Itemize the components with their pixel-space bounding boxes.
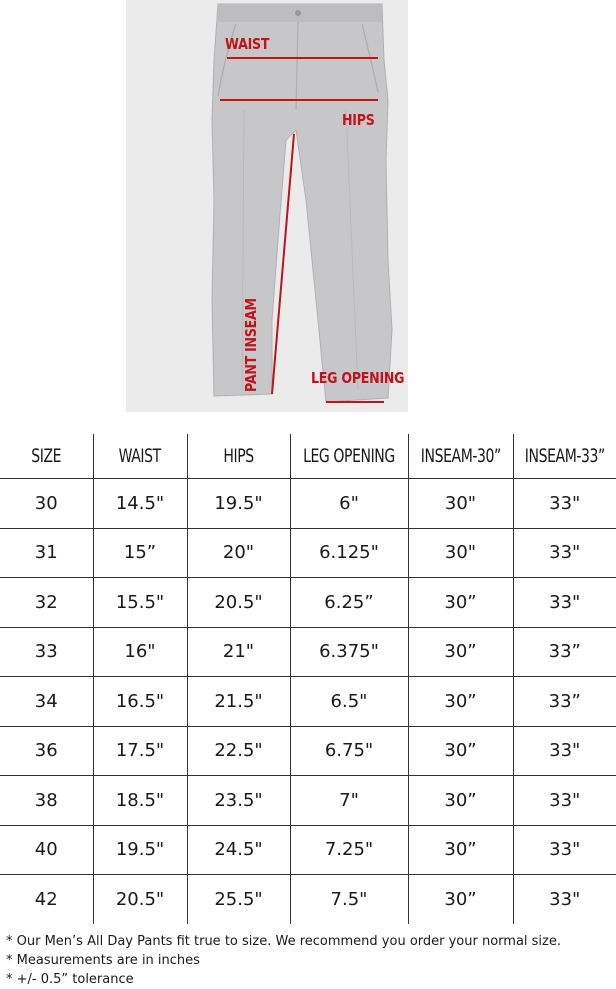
cell-inseam-30: 30" bbox=[408, 528, 513, 578]
cell-leg-opening: 6.125" bbox=[290, 528, 408, 578]
cell-hips: 20.5" bbox=[187, 578, 290, 628]
cell-inseam-33: 33” bbox=[513, 677, 616, 727]
cell-leg-opening: 6.75" bbox=[290, 726, 408, 776]
cell-inseam-33: 33" bbox=[513, 528, 616, 578]
cell-size: 34 bbox=[0, 677, 93, 727]
table-row bbox=[0, 677, 616, 727]
cell-hips: 25.5" bbox=[187, 875, 290, 924]
cell-size: 42 bbox=[0, 875, 93, 924]
cell-waist: 15” bbox=[93, 528, 187, 578]
size-chart-table bbox=[0, 434, 616, 924]
table-row bbox=[0, 726, 616, 776]
footnotes bbox=[6, 932, 561, 989]
cell-inseam-33: 33" bbox=[513, 578, 616, 628]
cell-waist: 16" bbox=[93, 627, 187, 677]
header-inseam-30: INSEAM-30” bbox=[408, 434, 513, 479]
cell-size: 32 bbox=[0, 578, 93, 628]
cell-size: 31 bbox=[0, 528, 93, 578]
cell-hips: 21.5" bbox=[187, 677, 290, 727]
cell-waist: 15.5" bbox=[93, 578, 187, 628]
cell-size: 30 bbox=[0, 479, 93, 529]
footnote-fit: * Our Men’s All Day Pants fit true to size. We recommend you order your normal size. bbox=[6, 934, 562, 949]
cell-inseam-33: 33" bbox=[513, 726, 616, 776]
cell-leg-opening: 7.25" bbox=[290, 825, 408, 875]
table-row bbox=[0, 479, 616, 529]
cell-waist: 16.5" bbox=[93, 677, 187, 727]
cell-inseam-33: 33" bbox=[513, 776, 616, 826]
waist-label: WAIST bbox=[225, 35, 270, 53]
cell-inseam-30: 30” bbox=[408, 875, 513, 924]
cell-inseam-30: 30” bbox=[408, 677, 513, 727]
cell-inseam-33: 33" bbox=[513, 875, 616, 924]
cell-hips: 22.5" bbox=[187, 726, 290, 776]
cell-hips: 21" bbox=[187, 627, 290, 677]
pants-illustration bbox=[126, 0, 408, 412]
pant-inseam-label: PANT INSEAM bbox=[242, 298, 260, 392]
cell-size: 40 bbox=[0, 825, 93, 875]
leg-opening-label: LEG OPENING bbox=[311, 369, 405, 387]
header-inseam-33: INSEAM-33” bbox=[513, 434, 616, 479]
cell-waist: 14.5" bbox=[93, 479, 187, 529]
cell-inseam-30: 30” bbox=[408, 627, 513, 677]
table-row bbox=[0, 627, 616, 677]
cell-waist: 19.5" bbox=[93, 825, 187, 875]
header-size: SIZE bbox=[31, 445, 62, 467]
cell-hips: 20" bbox=[187, 528, 290, 578]
cell-size: 38 bbox=[0, 776, 93, 826]
cell-inseam-30: 30" bbox=[408, 479, 513, 529]
header-leg-opening: LEG OPENING bbox=[290, 434, 408, 479]
pants-measurement-diagram bbox=[126, 0, 408, 412]
header-waist: WAIST bbox=[93, 434, 187, 479]
hips-label: HIPS bbox=[342, 111, 375, 129]
cell-leg-opening: 6" bbox=[290, 479, 408, 529]
table-row bbox=[0, 528, 616, 578]
cell-waist: 17.5" bbox=[93, 726, 187, 776]
cell-inseam-30: 30” bbox=[408, 825, 513, 875]
table-header-row bbox=[0, 434, 616, 479]
table-row bbox=[0, 875, 616, 924]
cell-size: 36 bbox=[0, 726, 93, 776]
cell-inseam-30: 30” bbox=[408, 578, 513, 628]
cell-waist: 18.5" bbox=[93, 776, 187, 826]
footnote-units: * Measurements are in inches bbox=[6, 953, 200, 968]
cell-hips: 24.5" bbox=[187, 825, 290, 875]
cell-leg-opening: 6.375" bbox=[290, 627, 408, 677]
cell-leg-opening: 6.25” bbox=[290, 578, 408, 628]
cell-inseam-33: 33” bbox=[513, 627, 616, 677]
cell-inseam-33: 33" bbox=[513, 479, 616, 529]
header-hips: HIPS bbox=[187, 434, 290, 479]
table-row bbox=[0, 578, 616, 628]
cell-inseam-30: 30” bbox=[408, 776, 513, 826]
table-row bbox=[0, 776, 616, 826]
cell-size: 33 bbox=[0, 627, 93, 677]
cell-leg-opening: 7.5" bbox=[290, 875, 408, 924]
cell-leg-opening: 7" bbox=[290, 776, 408, 826]
cell-leg-opening: 6.5" bbox=[290, 677, 408, 727]
cell-waist: 20.5" bbox=[93, 875, 187, 924]
cell-hips: 19.5" bbox=[187, 479, 290, 529]
cell-inseam-33: 33" bbox=[513, 825, 616, 875]
footnote-tolerance: * +/- 0.5” tolerance bbox=[6, 972, 134, 987]
table-row bbox=[0, 825, 616, 875]
cell-inseam-30: 30” bbox=[408, 726, 513, 776]
cell-hips: 23.5" bbox=[187, 776, 290, 826]
